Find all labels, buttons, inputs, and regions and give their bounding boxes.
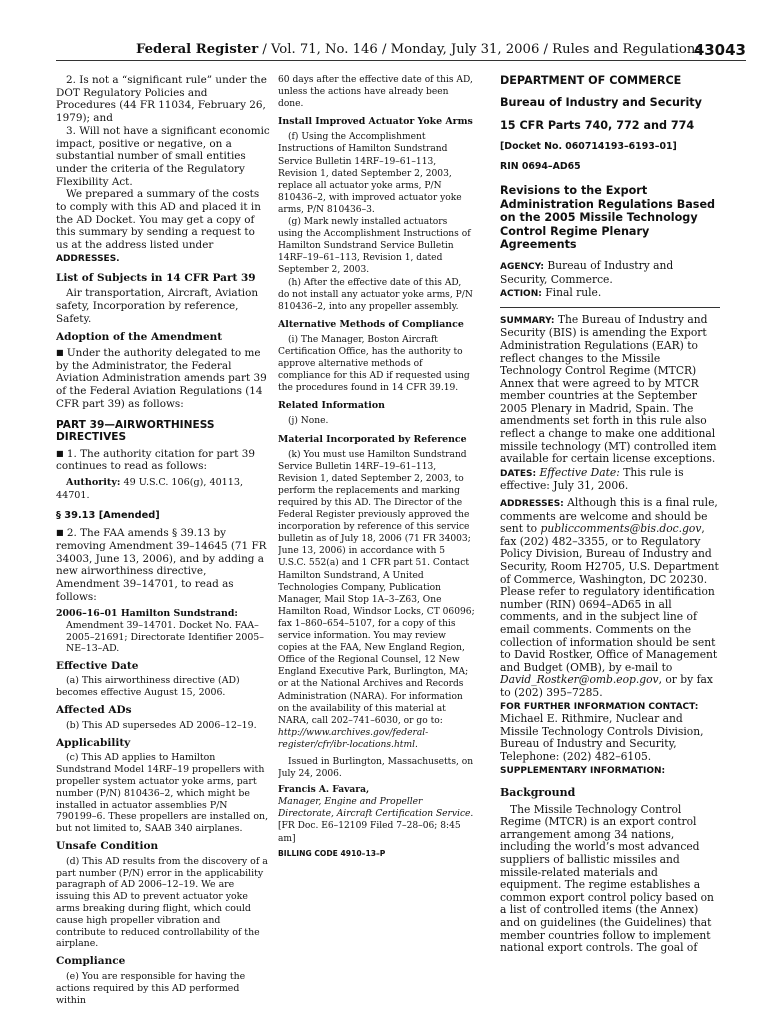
summary-paragraph	[500, 314, 720, 466]
addresses-text: , or by fax to (202) 395–7285.	[500, 673, 713, 699]
dates-label: DATES:	[500, 468, 537, 479]
dates-text: This rule is effective: July 31, 2006.	[500, 465, 684, 493]
bullet-square-icon: ■	[56, 528, 64, 538]
paragraph-text: 2. The FAA amends § 39.13 by removing Amendment 39–14645 (71 FR 34003, June 13, 2006), and by adding a new airworthiness directive, Amendment 39–14701, to read as follows:	[56, 527, 267, 603]
dates-paragraph	[500, 467, 720, 493]
addresses-text: , fax (202) 482–3355, or to Regulatory Policy Division, Bureau of Industry and Security, Room H2705, U.S. Department of Commerce, Washington, DC 20230. Please refer to regulatory identification number (RIN) 0694–AD65 in all comments, and in the subject line of email comments. Comments on the collection of information should be sent to David Rostker, Office of Management and Budget (OMB), by e-mail to	[500, 522, 719, 674]
section-heading: Alternative Methods of Compliance	[278, 318, 464, 330]
authority-citation	[56, 477, 270, 502]
authority-text: 49 U.S.C. 106(g), 40113, 44701.	[56, 476, 244, 501]
paragraph	[56, 448, 270, 473]
authority-label: Authority:	[66, 476, 121, 488]
ad-identifier	[56, 608, 270, 654]
section-heading: Background	[500, 786, 576, 800]
ad-text: Amendment 39–14701. Docket No. FAA–2005–21691; Directorate Identifier 2005–NE–13–AD.	[66, 619, 264, 655]
fr-doc-line: [FR Doc. E6–12109 Filed 7–28–06; 8:45 am]	[278, 821, 461, 844]
dates-italic: Effective Date:	[536, 465, 620, 479]
paragraph: 2. Is not a “significant rule” under the DOT Regulatory Policies and Procedures (44 FR 11034, February 26, 1979); and	[56, 74, 267, 125]
page-number: 43043	[693, 41, 746, 59]
action-line	[500, 287, 720, 301]
paragraph: 60 days after the effective date of this AD, unless the actions have already been done.	[278, 75, 473, 110]
signer-title: Manager, Engine and Propeller Directorate, Aircraft Certification Service.	[278, 797, 474, 820]
signer-name: Francis A. Favara,	[278, 784, 370, 796]
supplementary-label: SUPPLEMENTARY INFORMATION:	[500, 765, 666, 776]
addresses-text: Although this is a final rule, comments are welcome and should be sent to	[500, 496, 718, 536]
billing-code: BILLING CODE 4910–13–P	[278, 848, 386, 858]
paragraph	[56, 188, 270, 265]
paragraph	[278, 449, 475, 751]
cfr-parts: 15 CFR Parts 740, 772 and 774	[500, 119, 695, 133]
agency-label: AGENCY:	[500, 261, 544, 272]
action-text: Final rule.	[541, 286, 602, 300]
paragraph: (f) Using the Accomplishment Instructions of Hamilton Sundstrand Service Bulletin 14RF–19–61–113, Revision 1, dated September 2, 2003, replace all actuator yoke arms, P/N 810436–2, with improved actuator yoke arms, P/N 810436–3.	[278, 132, 462, 215]
contact-label: FOR FURTHER INFORMATION CONTACT:	[500, 701, 699, 712]
paragraph-text: We prepared a summary of the costs to comply with this AD and placed it in the AD Docket. You may get a copy of this summary by sending a request to us at the address listed under	[56, 188, 261, 252]
bureau-heading: Bureau of Industry and Security	[500, 95, 702, 109]
divider	[500, 307, 720, 308]
paragraph: (g) Mark newly installed actuators using the Accomplishment Instructions of Hamilton Sundstrand Service Bulletin 14RF–19–61–113, Revision 1, dated September 2, 2003.	[278, 217, 471, 276]
paragraph: (d) This AD results from the discovery of a part number (P/N) error in the applicability paragraph of AD 2006–12–19. We are issuing this AD to prevent actuator yoke arms breaking during flight, which could cause high propeller vibration and contribute to reduced controllability of the airplane.	[56, 855, 268, 950]
section-heading: Effective Date	[56, 659, 139, 672]
paragraph: (c) This AD applies to Hamilton Sundstrand Model 14RF–19 propellers with propeller system actuator yoke arms, part number (P/N) 810436–2, which might be installed in actuator assemblies P/N 790199–6. These propellers are installed on, but not limited to, SAAB 340 airplanes.	[56, 752, 269, 835]
journal-name: Federal Register	[136, 42, 259, 57]
agency-text: Bureau of Industry and Security, Commerce.	[500, 258, 674, 286]
issue-citation: / Vol. 71, No. 146 / Monday, July 31, 2006 / Rules and Regulations	[258, 42, 703, 57]
bullet-square-icon: ■	[56, 448, 64, 458]
paragraph: (a) This airworthiness directive (AD) becomes effective August 15, 2006.	[56, 675, 240, 699]
paragraph: The Missile Technology Control Regime (MTCR) is an export control arrangement among 34 nations, including the world’s most advanced suppliers of ballistic missiles and missile-related materials and equipment. The regime establishes a common export control policy based on a list of controlled items (the Annex) and on guidelines (the Guidelines) that member countries follow to implement national export controls. The goal of	[500, 802, 714, 955]
addresses-label: ADDRESSES:	[500, 499, 564, 510]
rule-title: Revisions to the Export Administration Regulations Based on the 2005 Missile Technology Control Regime Plenary Agreements	[500, 183, 716, 252]
summary-text: The Bureau of Industry and Security (BIS) is amending the Export Administration Regulations (EAR) to reflect changes to the Missile Technology Control Regime (MTCR) Annex that were agreed to by MTCR member countries at the September 2005 Plenary in Madrid, Spain. The amendments set forth in this rule also reflect a change to make one additional missile technology (MT) controlled item available for certain license exceptions.	[500, 312, 717, 466]
addresses-reference: ADDRESSES.	[56, 253, 120, 264]
section-heading: Material Incorporated by Reference	[278, 433, 467, 445]
paragraph: Issued in Burlington, Massachusetts, on July 24, 2006.	[278, 756, 474, 780]
section-heading: Unsafe Condition	[56, 840, 159, 853]
paragraph-text: 1. The authority citation for part 39 continues to read as follows:	[56, 447, 255, 473]
section-heading: Compliance	[56, 955, 126, 968]
paragraph-text: Under the authority delegated to me by the Administrator, the Federal Aviation Administration amends part 39 of the Federal Aviation Regulations (14 CFR part 39) as follows:	[56, 347, 267, 410]
action-label: ACTION:	[500, 289, 542, 300]
section-heading: Install Improved Actuator Yoke Arms	[278, 116, 473, 128]
department-heading: DEPARTMENT OF COMMERCE	[500, 74, 682, 87]
paragraph: (h) After the effective date of this AD, do not install any actuator yoke arms, P/N 810436–2, into any propeller assembly.	[278, 277, 473, 312]
paragraph: 3. Will not have a significant economic impact, positive or negative, on a substantial number of small entities under the criteria of the Regulatory Flexibility Act.	[56, 124, 270, 188]
email-link[interactable]: David_Rostker@omb.eop.gov	[500, 673, 659, 687]
column-left	[56, 74, 270, 1014]
section-heading: Adoption of the Amendment	[56, 331, 223, 344]
rin-number: RIN 0694–AD65	[500, 161, 581, 173]
section-heading: Related Information	[278, 400, 385, 412]
paragraph	[56, 527, 270, 603]
paragraph: (j) None.	[288, 416, 329, 427]
docket-number: [Docket No. 060714193–6193–01]	[500, 140, 677, 152]
paragraph: (e) You are responsible for having the actions required by this AD performed within	[56, 971, 246, 1006]
section-heading: List of Subjects in 14 CFR Part 39	[56, 271, 256, 284]
running-head	[136, 42, 702, 57]
email-link[interactable]: publiccomments@bis.doc.gov	[540, 522, 702, 536]
addresses-paragraph	[500, 497, 720, 700]
column-right	[500, 74, 720, 1014]
column-middle	[278, 74, 475, 1014]
paragraph-text: (k) You must use Hamilton Sundstrand Service Bulletin 14RF–19–61–113, Revision 1, dated September 2, 2003, to perform the replacements and marking required by this AD. The Director of the Federal Register previously approved the incorporation by reference of this service bulletin as of July 18, 2006 (71 FR 34003; June 13, 2006) in accordance with 5 U.S.C. 552(a) and 1 CFR part 51. Contact Hamilton Sundstrand, A United Technologies Company, Publication Manager, Mail Stop 1A–3–Z63, One Hamilton Road, Windsor Locks, CT 06096; fax 1–860–654–5107, for a copy of this service information. You may review copies at the FAA, New England Region, Office of the Regional Counsel, 12 New England Executive Park, Burlington, MA; or at the National Archives and Records Administration (NARA). For information on the availability of this material at NARA, call 202–741–6030, or go to:	[278, 449, 475, 726]
paragraph: (b) This AD supersedes AD 2006–12–19.	[66, 719, 257, 731]
section-heading: Applicability	[56, 736, 131, 749]
ad-number: 2006–16–01 Hamilton Sundstrand:	[56, 608, 238, 620]
bullet-square-icon: ■	[56, 348, 64, 358]
paragraph	[56, 347, 270, 411]
part-heading: PART 39—AIRWORTHINESS DIRECTIVES	[56, 418, 215, 444]
paragraph: (i) The Manager, Boston Aircraft Certification Office, has the authority to approve alternative methods of compliance for this AD if requested using the procedures found in 14 CFR 39.19.	[278, 334, 470, 394]
paragraph: Air transportation, Aircraft, Aviation safety, Incorporation by reference, Safety.	[56, 287, 259, 325]
section-heading: § 39.13 [Amended]	[56, 510, 160, 522]
page-header	[56, 40, 746, 61]
nara-link[interactable]: http://www.archives.gov/federal-register/cfr/ibr-locations.html.	[278, 727, 429, 750]
contact-text: Michael E. Rithmire, Nuclear and Missile Technology Controls Division, Bureau of Industry and Security, Telephone: (202) 482–6105.	[500, 712, 704, 763]
summary-label: SUMMARY:	[500, 315, 555, 326]
section-heading: Affected ADs	[56, 704, 132, 717]
agency-line	[500, 260, 720, 286]
